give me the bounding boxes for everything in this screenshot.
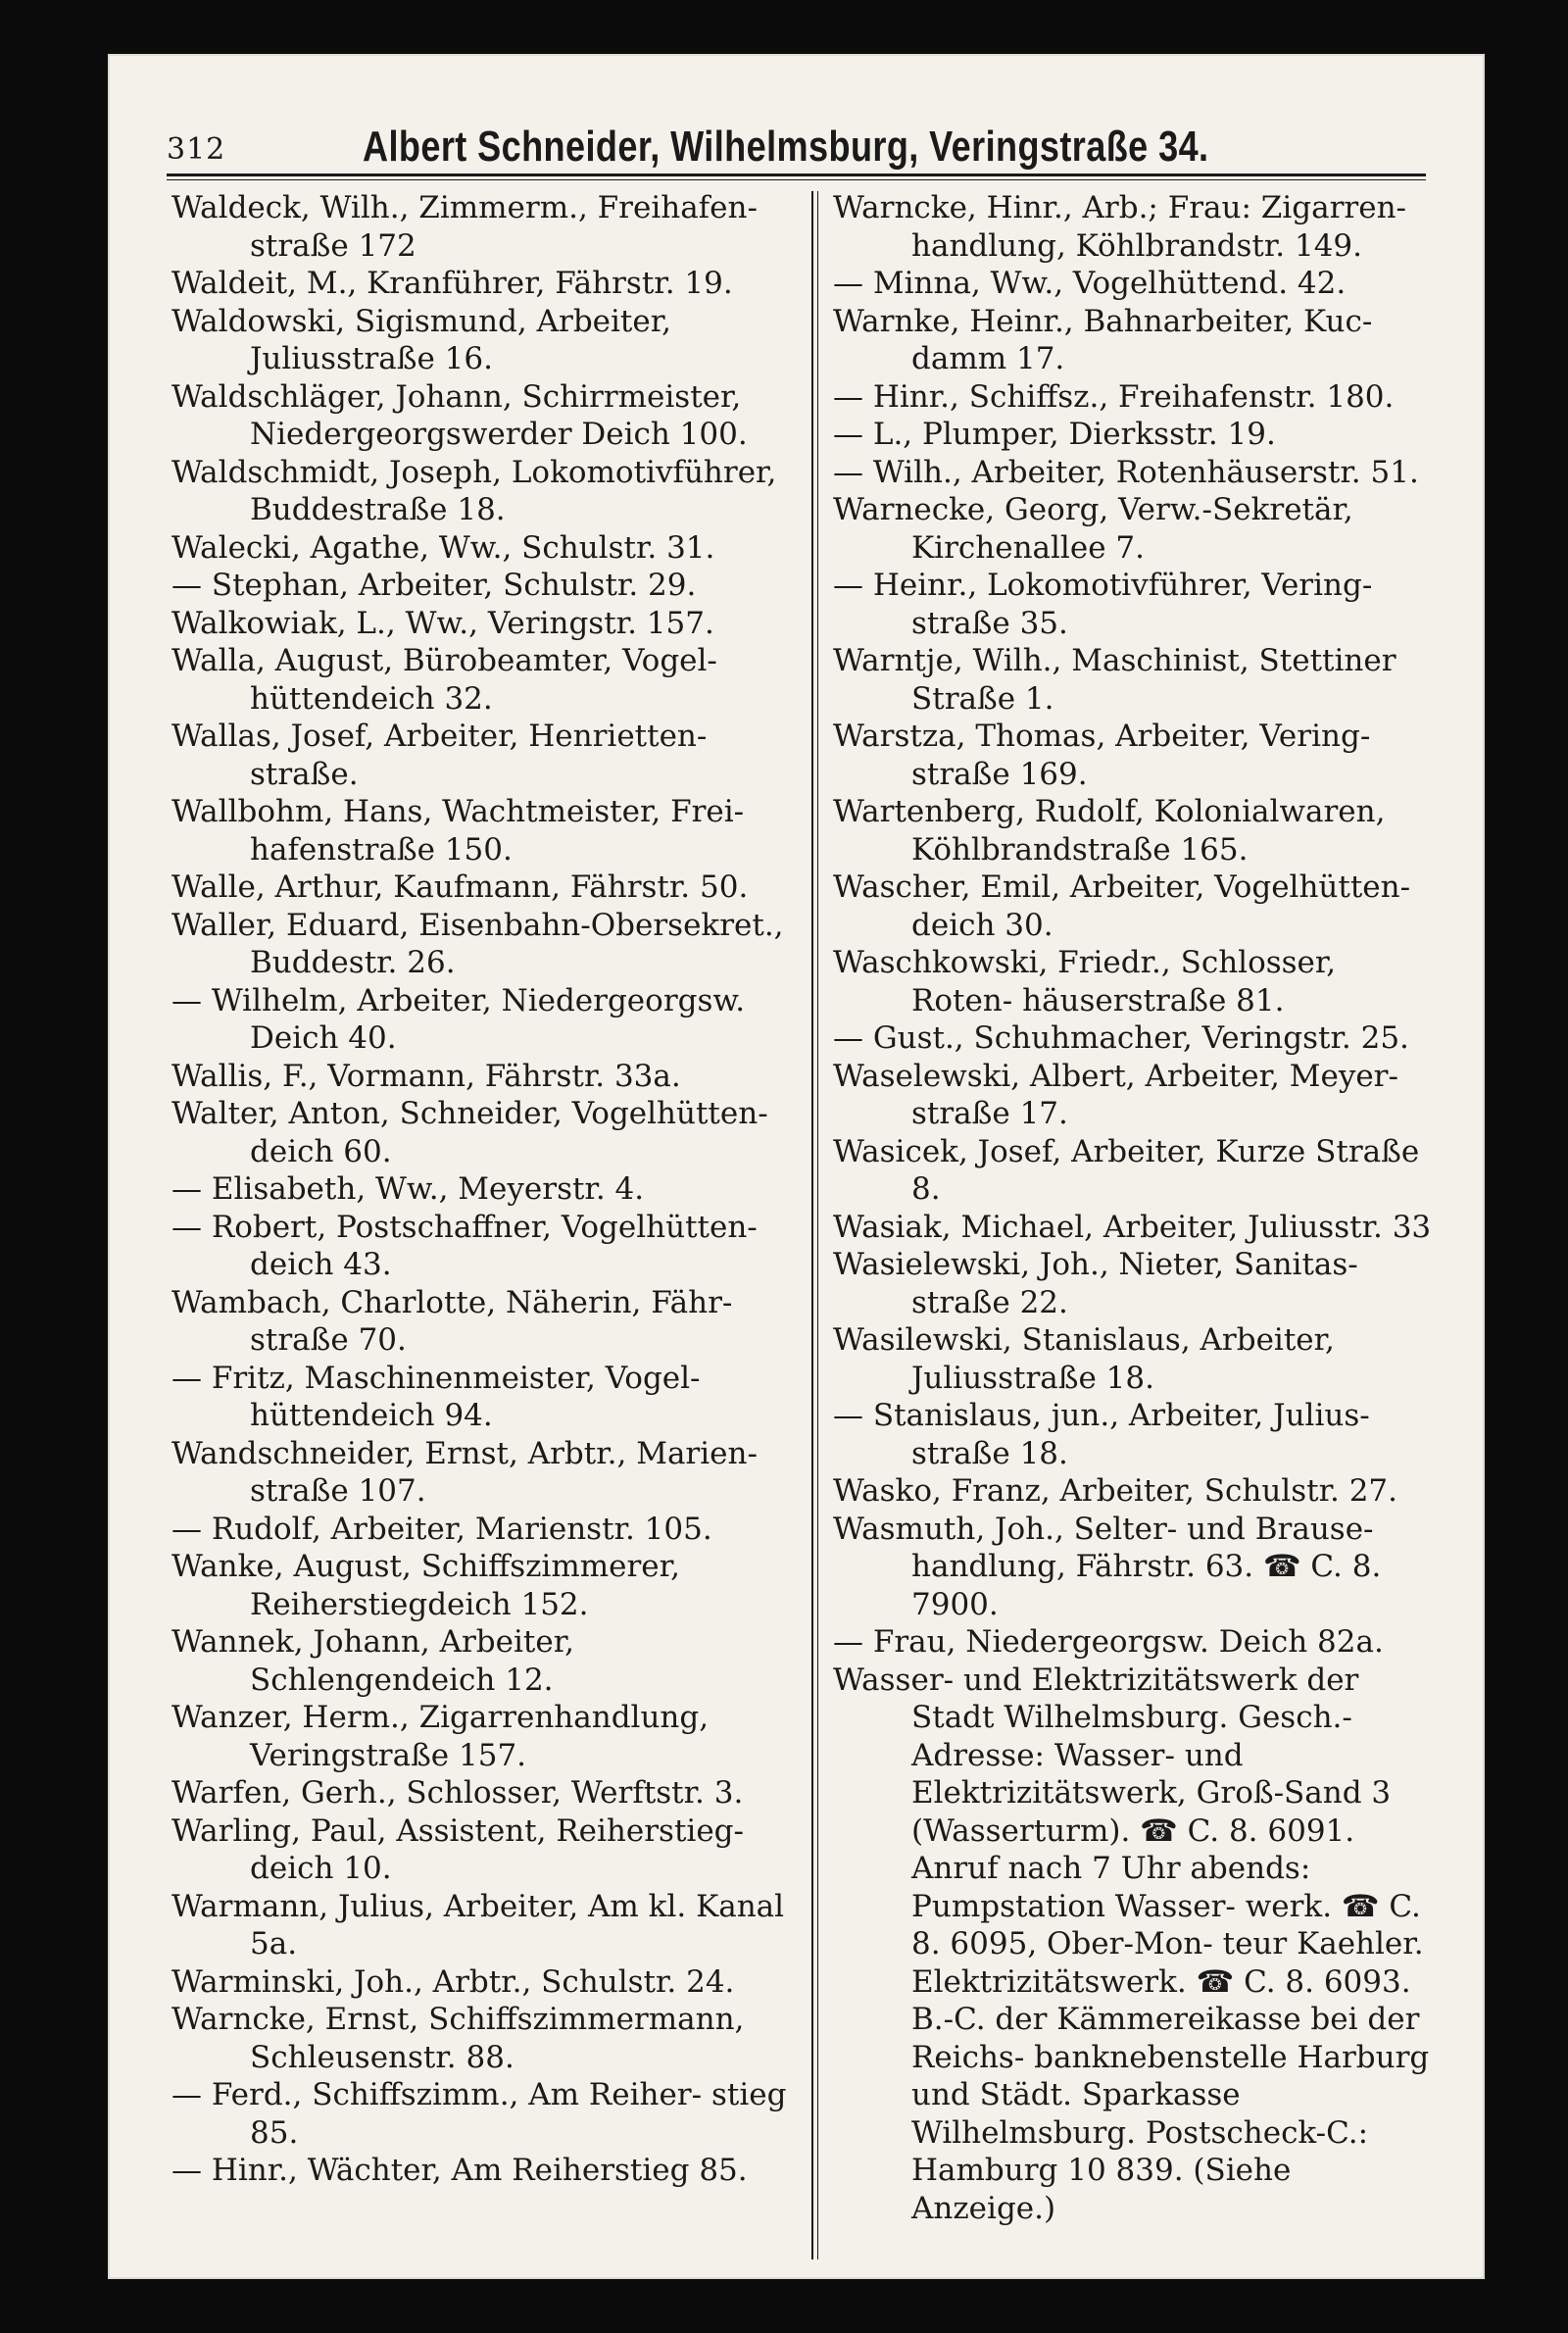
directory-entry: — Heinr., Lokomotivführer, Vering- straße 35. (833, 568, 1373, 641)
directory-entry: Wandschneider, Ernst, Arbtr., Marien- straße 107. (172, 1435, 758, 1509)
directory-entry: Walle, Arthur, Kaufmann, Fährstr. 50. (172, 869, 749, 905)
directory-entry: Warfen, Gerh., Schlosser, Werftstr. 3. (172, 1775, 744, 1811)
directory-entry: Wallas, Josef, Arbeiter, Henrietten- straße. (172, 719, 708, 792)
directory-entry: Warncke, Ernst, Schiffszimmermann, Schleusenstr. 88. (172, 2002, 745, 2075)
directory-entry: Wasiak, Michael, Arbeiter, Juliusstr. 33 (833, 1209, 1432, 1245)
directory-entry: Wasser- und Elektrizitätswerk der Stadt Wilhelmsburg. Gesch.-Adresse: Wasser- und Elektrizitätswerk, Groß-Sand 3 (Wasserturm). ☎ C. 8. 6091. Anruf nach 7 Uhr abends: Pumpstation Wasser- werk. ☎ C. 8. 6095, Ober-Mon- teur Kaehler. Elektrizitätswerk. ☎ C. 8. 6093. B.-C. der Kämmereikasse bei der Reichs- banknebenstelle Harburg und Städt. Sparkasse Wilhelmsburg. Postscheck-C.: Hamburg 10 839. (Siehe Anzeige.) (833, 1662, 1430, 2226)
page-header (167, 123, 1426, 176)
directory-entry: Walter, Anton, Schneider, Vogelhütten- deich 60. (172, 1096, 768, 1169)
directory-entry: Waldschläger, Johann, Schirrmeister, Niedergeorgswerder Deich 100. (172, 378, 748, 452)
directory-entry: — Hinr., Schiffsz., Freihafenstr. 180. (833, 378, 1395, 415)
directory-entry: Warntje, Wilh., Maschinist, Stettiner Straße 1. (833, 643, 1396, 717)
directory-entry: Waller, Eduard, Eisenbahn-Obersekret., Buddestr. 26. (172, 907, 784, 980)
left-column (172, 189, 808, 2190)
directory-entry: Walecki, Agathe, Ww., Schulstr. 31. (172, 529, 715, 566)
directory-entry: Warling, Paul, Assistent, Reiherstieg- deich 10. (172, 1812, 744, 1886)
running-title: Albert Schneider, Wilhelmsburg, Veringstraße 34. (363, 123, 1209, 171)
directory-entry: — Stephan, Arbeiter, Schulstr. 29. (172, 568, 697, 603)
directory-entry: Waselewski, Albert, Arbeiter, Meyer- straße 17. (833, 1058, 1398, 1131)
directory-entry: — Gust., Schuhmacher, Veringstr. 25. (833, 1020, 1409, 1056)
directory-entry: Wasko, Franz, Arbeiter, Schulstr. 27. (833, 1473, 1397, 1509)
directory-entry: Wascher, Emil, Arbeiter, Vogelhütten- deich 30. (833, 869, 1411, 943)
directory-entry: Wartenberg, Rudolf, Kolonialwaren, Köhlbrandstraße 165. (833, 794, 1386, 868)
directory-entry: — Hinr., Wächter, Am Reiherstieg 85. (172, 2153, 748, 2188)
directory-entry: Wambach, Charlotte, Näherin, Fähr- straße 70. (172, 1284, 733, 1358)
header-rule (167, 174, 1426, 176)
directory-entry: Waldowski, Sigismund, Arbeiter, Juliusstraße 16. (172, 303, 672, 376)
directory-entry: Wallis, F., Vormann, Fährstr. 33a. (172, 1058, 681, 1094)
column-divider-thin (817, 191, 818, 2259)
directory-entry: Wasicek, Josef, Arbeiter, Kurze Straße 8. (833, 1133, 1420, 1207)
directory-entry: Wasielewski, Joh., Nieter, Sanitas- straße 22. (833, 1247, 1358, 1320)
directory-entry: Waldeck, Wilh., Zimmerm., Freihafen- straße 172 (172, 190, 758, 264)
directory-entry: Walkowiak, L., Ww., Veringstr. 157. (172, 605, 714, 641)
directory-entry: Wallbohm, Hans, Wachtmeister, Frei- hafenstraße 150. (172, 794, 745, 868)
right-column (833, 189, 1441, 2227)
directory-page (108, 54, 1485, 2279)
directory-entry: Walla, August, Bürobeamter, Vogel- hüttendeich 32. (172, 643, 717, 717)
directory-entry: — Rudolf, Arbeiter, Marienstr. 105. (172, 1511, 712, 1547)
directory-entry: — L., Plumper, Dierksstr. 19. (833, 417, 1276, 452)
directory-entry: Waldeit, M., Kranführer, Fährstr. 19. (172, 266, 733, 301)
directory-entry: Wannek, Johann, Arbeiter, Schlengendeich 12. (172, 1624, 574, 1698)
directory-entry: — Fritz, Maschinenmeister, Vogel- hüttendeich 94. (172, 1360, 701, 1433)
directory-entry: Warnecke, Georg, Verw.-Sekretär, Kirchenallee 7. (833, 492, 1353, 566)
directory-entry: — Frau, Niedergeorgsw. Deich 82a. (833, 1624, 1384, 1660)
directory-entry: — Robert, Postschaffner, Vogelhütten- deich 43. (172, 1209, 758, 1282)
page-number: 312 (167, 132, 226, 167)
directory-entry: — Minna, Ww., Vogelhüttend. 42. (833, 266, 1347, 301)
directory-entry: — Wilhelm, Arbeiter, Niedergeorgsw. Deich 40. (172, 982, 746, 1056)
directory-entry: — Elisabeth, Ww., Meyerstr. 4. (172, 1171, 645, 1207)
directory-entry: — Stanislaus, jun., Arbeiter, Julius- straße 18. (833, 1398, 1370, 1471)
directory-entry: Warnke, Heinr., Bahnarbeiter, Kuc- damm 17. (833, 303, 1373, 376)
column-divider (811, 191, 813, 2259)
directory-entry: Wasilewski, Stanislaus, Arbeiter, Juliusstraße 18. (833, 1322, 1335, 1396)
directory-entry: Wanke, August, Schiffszimmerer, Reiherstiegdeich 152. (172, 1549, 680, 1622)
directory-entry: Warminski, Joh., Arbtr., Schulstr. 24. (172, 1963, 735, 2000)
directory-entry: Waldschmidt, Joseph, Lokomotivführer, Buddestraße 18. (172, 454, 777, 527)
directory-entry: Wasmuth, Joh., Selter- und Brause- handlung, Fährstr. 63. ☎ C. 8. 7900. (833, 1511, 1382, 1622)
directory-entry: Wanzer, Herm., Zigarrenhandlung, Veringstraße 157. (172, 1700, 710, 1773)
directory-entry: Warncke, Hinr., Arb.; Frau: Zigarren- handlung, Köhlbrandstr. 149. (833, 190, 1407, 264)
directory-entry: — Wilh., Arbeiter, Rotenhäuserstr. 51. (833, 454, 1419, 490)
directory-entry: Waschkowski, Friedr., Schlosser, Roten- häuserstraße 81. (833, 945, 1337, 1018)
header-rule-thin (167, 179, 1426, 180)
directory-entry: Warmann, Julius, Arbeiter, Am kl. Kanal 5a. (172, 1888, 785, 1961)
directory-entry: — Ferd., Schiffszimm., Am Reiher- stieg 85. (172, 2077, 787, 2151)
directory-entry: Warstza, Thomas, Arbeiter, Vering- straße 169. (833, 719, 1371, 792)
